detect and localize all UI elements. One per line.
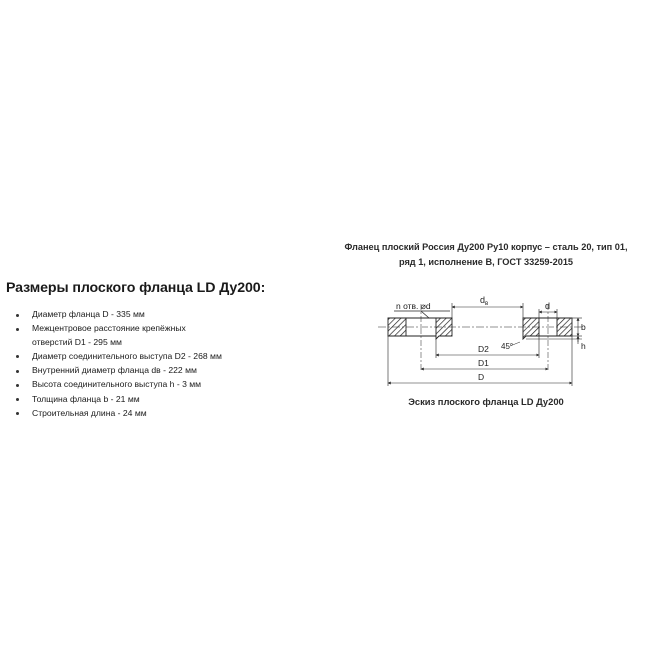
h-label: h [581, 341, 586, 351]
d-outer-label: D [478, 372, 485, 382]
flange-sketch-svg [370, 292, 630, 437]
spec-text: Диаметр соединительного выступа D2 - 268 мм [32, 350, 222, 361]
spec-text: Толщина фланца b - 21 мм [32, 393, 140, 404]
dv-label-sub: в [485, 301, 489, 307]
d1-label: D1 [478, 358, 489, 368]
flange-sketch [370, 292, 630, 437]
spec-text-cont: отверстий D1 - 295 мм [32, 336, 122, 347]
spec-text: Внутренний диаметр фланца dв - 222 мм [32, 365, 197, 376]
flange-specs-section [6, 280, 268, 421]
figure-title [322, 240, 650, 269]
spec-item-inner-diameter [14, 364, 268, 378]
spec-item-diameter [14, 308, 268, 322]
spec-item-length [14, 407, 268, 421]
spec-text: Высота соединительного выступа h - 3 мм [32, 379, 202, 390]
specs-list [6, 308, 268, 420]
angle-label: 45° [501, 342, 514, 351]
flange-figure-section [322, 240, 650, 407]
b-label: b [581, 322, 586, 332]
holes-leader-tick [421, 311, 429, 318]
d2-label: D2 [478, 344, 489, 354]
spec-text: Строительная длина - 24 мм [32, 407, 147, 418]
spec-text: Межцентровое расстояние крепёжных [32, 323, 186, 334]
dv-label [480, 295, 488, 307]
figure-title-line1: Фланец плоский Россия Ду200 Ру10 корпус – сталь 20, тип 01, [344, 242, 628, 252]
spec-item-thickness [14, 393, 268, 407]
spec-item-raised-face-height [14, 378, 268, 392]
d-label: d [545, 301, 551, 311]
spec-text: Диаметр фланца D - 335 мм [32, 309, 145, 319]
dv-label-main: d [480, 295, 486, 305]
figure-caption: Эскиз плоского фланца LD Ду200 [408, 396, 564, 407]
holes-label: n отв. ⌀d [396, 301, 431, 311]
figure-title-line2: ряд 1, исполнение В, ГОСТ 33259-2015 [398, 256, 574, 267]
spec-item-raised-face-diameter [14, 350, 268, 364]
specs-title: Размеры плоского фланца LD Ду200: [6, 280, 266, 296]
spec-item-bolt-circle [14, 322, 268, 349]
